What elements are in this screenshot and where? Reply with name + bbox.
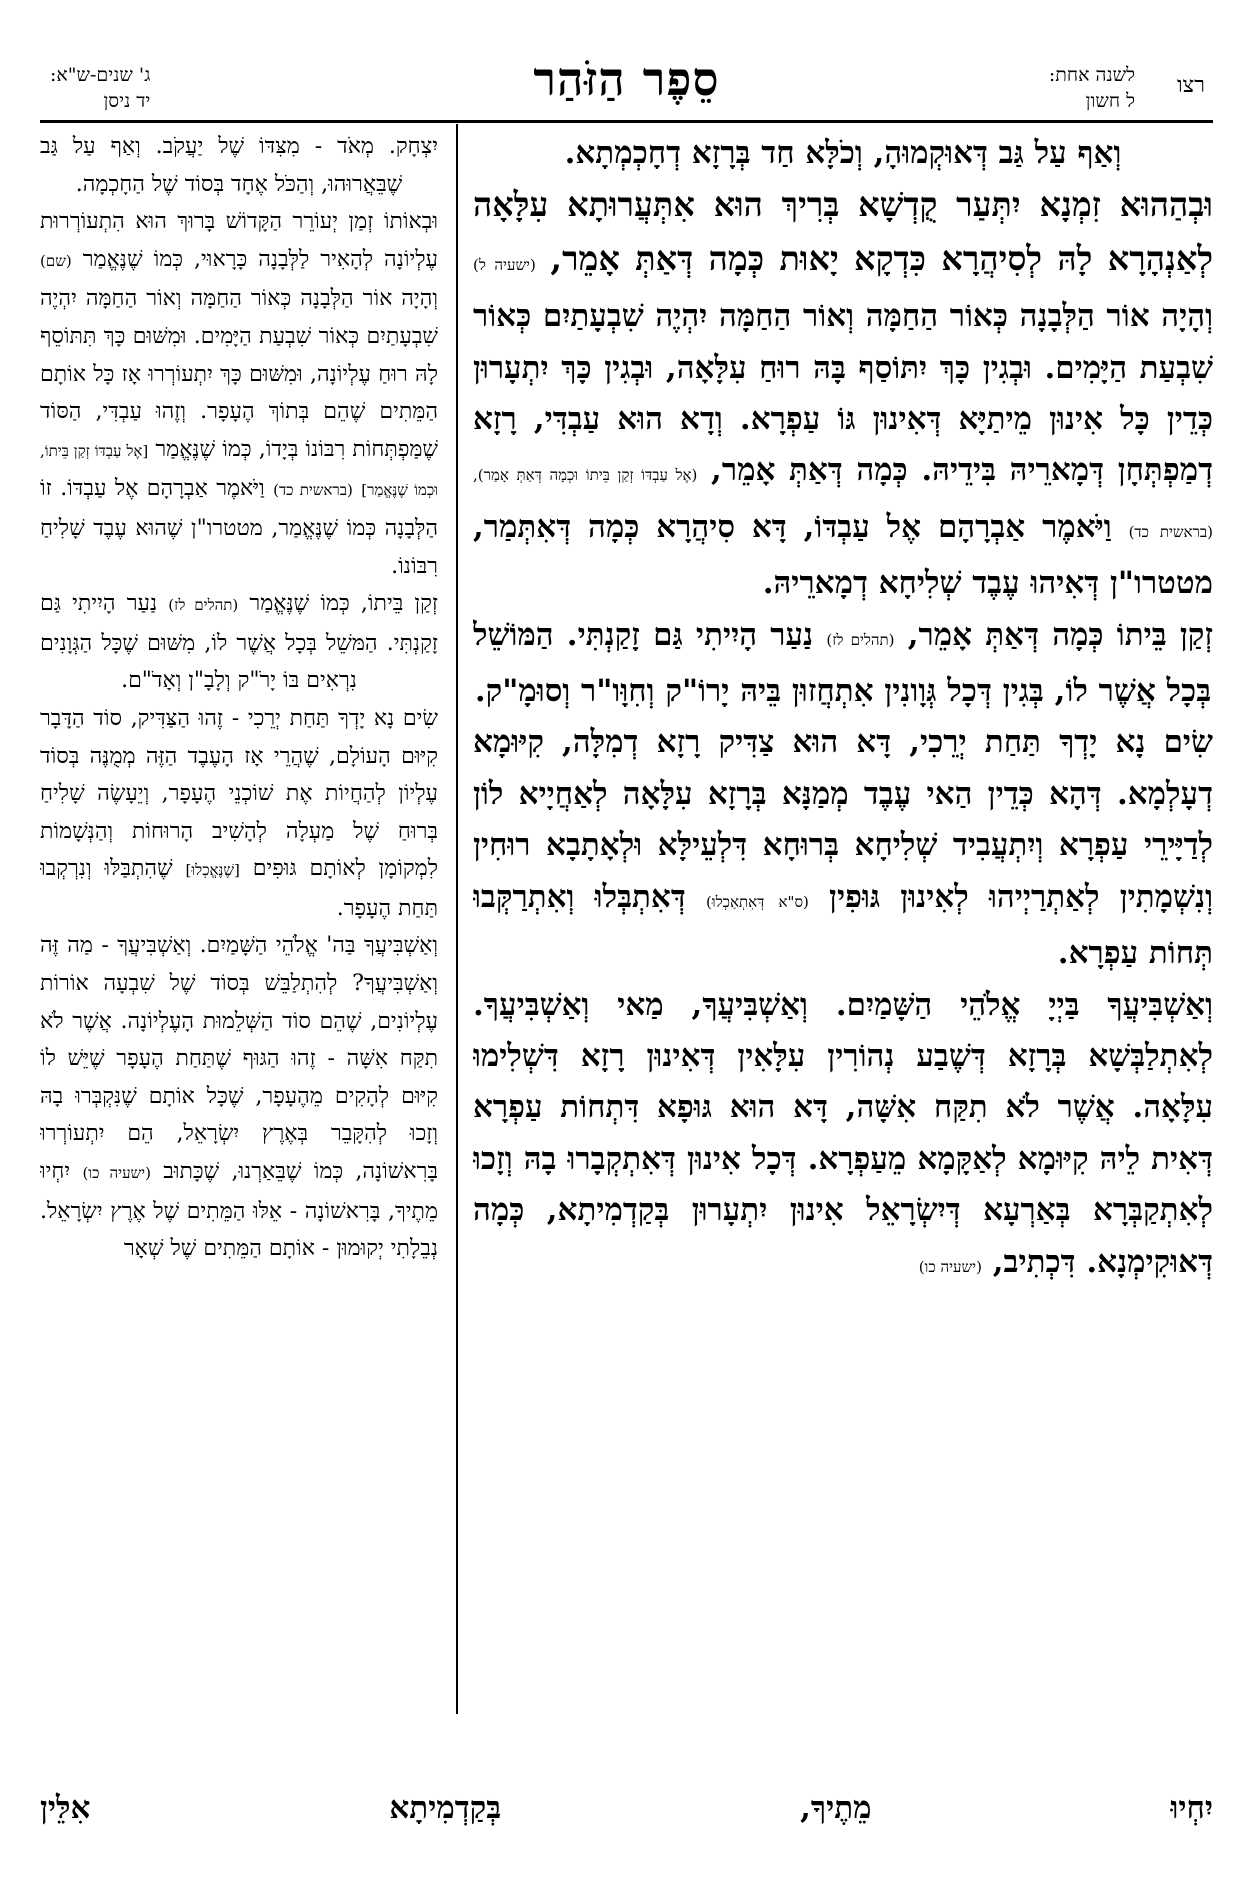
source-reference: (ישעיה כו) (82, 1164, 151, 1183)
header-rule (40, 120, 1213, 123)
page-header (40, 52, 1213, 122)
translation-paragraph-1 (40, 128, 438, 203)
translation-paragraph-4 (40, 700, 438, 928)
main-text: שִׂים נָא יָדְךָ תַּחַת יְרֵכִי, דָּא הוּא צַדִּיק רָזָא דְמִלָּה, קִיּוּמָא דְעָלְמָא. דְּהָא כְּדֵין הַאי עֶבֶד מְמַנָּא בְּרָזָא עִלָּאָה לְאַחֲיָיא לוֹן לְדַיָּירֵי עַפְרָא וְיִתְעֲבִיד שְׁלִיחָא בְּרוּחָא דִּלְעֵילָּא וּלְאָתָבָא רוּחִין וְנִשְׁמָתִין לְאַתְרַיְיהוּ לְאִינוּן גּוּפִין (473, 724, 1213, 915)
schedule-three-years-date: יד ניסן (103, 90, 151, 112)
aramaic-text-column (473, 128, 1213, 1838)
source-reference: (ישעיה ל) (473, 255, 536, 274)
full-width-bottom-line: יִחְיוּ מֵתֶיךָ, בְּקַדְמִיתָא אִלֵּין (40, 1790, 1213, 1826)
translation-text: וְאַשְׁבִּיעֲךָ בַּה' אֱלֹהֵי הַשָּׁמַיִם. וְאַשְׁבִּיעֲךָ - מַה זֶּה וְאַשְׁבִּיעֲךָ? לְהִתְלַבֵּשׁ בְּסוֹד שֶׁל שִׁבְעָה אוֹרוֹת עֶלְיוֹנִים, שֶׁהֵם סוֹד הַשְּׁלֵמוּת הָעֶלְיוֹנָה. אֲשֶׁר לֹא תִקַּח אִשָּׁה - זֶהוּ הַגּוּף שֶׁתַּחַת הֶעָפָר שֶׁיֵּשׁ לוֹ קִיּוּם לְהָקִים מֵהֶעָפָר, שֶׁכָּל אוֹתָם שֶׁנִּקְבְּרוּ בָהּ וְזָכוּ לְהִקָּבֵר בְּאֶרֶץ יִשְׂרָאֵל, הֵם יִתְעוֹרְרוּ בָּרִאשׁוֹנָה, כְּמוֹ שֶׁבֵּאַרְנוּ, שֶׁכָּתוּב (40, 933, 438, 1185)
main-text: וְאַשְׁבִּיעֲךָ בַּיְיָ אֱלֹהֵי הַשָּׁמַיִם. וְאַשְׁבִּיעֲךָ, מַאי וְאַשְׁבִּיעֲךָ. לְאִתְלַבְּשָׁא בְּרָזָא דְּשֶׁבַע נְהוֹרִין עִלָּאִין דְּאִינוּן רָזָא דִּשְׁלִימוּ עִלָּאָה. אֲשֶׁר לֹא תִקַּח אִשָּׁה, דָּא הוּא גּוּפָא דִּתְחוֹת עַפְרָא דְּאִית לֵיהּ קִיּוּמָא לְאַקָּמָא מֵעַפְרָא. דְּכָל אִינוּן דְּאִתְקְבָרוּ בָהּ וְזָכוּ לְאִתְקַבְּרָא בְּאַרְעָא דְּיִשְׂרָאֵל אִינוּן יִתְעָרוּן בְּקַדְמִיתָא, כְּמָה דְּאוּקִימְנָא. דִּכְתִיב, (473, 986, 1213, 1280)
main-paragraph-2 (473, 179, 1213, 609)
main-text: דְּאִתְבְּלוּ וְאִתְרַקְּבוּ תְּחוֹת עַפְרָא. (473, 878, 1213, 972)
translation-text: יִחְיוּ מֵתֶיךָ, בָּרִאשׁוֹנָה - אֵלּוּ הַמֵּתִים שֶׁל אֶרֶץ יִשְׂרָאֵל. נְבֵלָתִי יְקוּמוּן - אוֹתָם הַמֵּתִים שֶׁל שְׁאָר (40, 1159, 438, 1262)
main-paragraph-1 (473, 128, 1213, 179)
translation-paragraph-2 (40, 203, 438, 585)
schedule-three-years (50, 62, 150, 114)
main-text: זְקַן בֵּיתוֹ כְּמָה דְּאַתְּ אָמֵר, (907, 616, 1213, 653)
main-text: וְהָיָה אוֹר הַלְּבָנָה כְּאוֹר הַחַמָּה וְאוֹר הַחַמָּה יִהְיֶה שִׁבְעָתַיִם כְּאוֹר שִׁבְעַת הַיָּמִים. וּבְגִין כָּךְ יִתּוֹסַף בָּהּ רוּחַ עִלָּאָה, וּבְגִין כָּךְ יִתְעָרוּן כְּדֵין כָּל אִינוּן מֵיתַיָּא דְּאִינוּן גּוֹ עַפְרָא. וְדָא הוּא עַבְדִּי, רָזָא דְמַפְתְּחָן דְּמָארֵיהּ בִּידֵיהּ. כְּמָה דְּאַתְּ אָמֵר, (473, 298, 1213, 489)
source-reference: [שֶׁנֶּאֱכְלוּ] (185, 861, 240, 880)
translation-text: וְהָיָה אוֹר הַלְּבָנָה כְּאוֹר הַחַמָּה וְאוֹר הַחַמָּה יִהְיֶה שִׁבְעָתַיִם כְּאוֹר שִׁבְעַת הַיָּמִים. וּמִשּׁוּם כָּךְ תִּתּוֹסֵף לָהּ רוּחַ עֶלְיוֹנָה, וּמִשּׁוּם כָּךְ יִתְעוֹרְרוּ אָז כָּל אוֹתָם הַמֵּתִים שֶׁהֵם בְּתוֹךְ הֶעָפָר. וְזֶהוּ עַבְדִּי, הַסּוֹד שֶׁמַּפְתְּחוֹת רִבּוֹנוֹ בְּיָדוֹ, כְּמוֹ שֶׁנֶּאֱמַר (40, 286, 438, 462)
source-reference: (תהלים לז) (168, 596, 239, 615)
translation-text: יִצְחָק. מְאֹד - מִצִּדּוֹ שֶׁל יַעֲקֹב. וְאַף עַל גַּב שֶׁבֵּאֲרוּהוּ, וְהַכֹּל אֶחָד בְּסוֹד שֶׁל הַחָכְמָה. (40, 134, 438, 197)
translation-paragraph-5 (40, 927, 438, 1267)
translation-paragraph-3 (40, 585, 438, 700)
schedule-three-years-label: ג' שנים-ש"א: (50, 64, 151, 86)
translation-text: שֶׁהִתְבַּלּוּ וְנִרְקְבוּ תַּחַת הֶעָפָר. (40, 856, 438, 921)
source-reference: (בראשית כד) (273, 481, 353, 500)
translation-text: וּבְאוֹתוֹ זְמַן יְעוֹרֵר הַקָּדוֹשׁ בָּרוּךְ הוּא הִתְעוֹרְרוּת עֶלְיוֹנָה לְהָאִיר לַלְּבָנָה כָּרָאוּי, כְּמוֹ שֶׁנֶּאֱמַר (40, 209, 438, 272)
source-reference: (אֶל עַבְדּוֹ זְקַן בֵּיתוֹ וּכְמָה דְּאַתְּ אָמַר), (473, 466, 698, 485)
source-reference: (בראשית כד) (1128, 522, 1213, 541)
schedule-one-year-date: ל חשון (1085, 90, 1135, 112)
main-text: וַיֹּאמֶר אַבְרָהָם אֶל עַבְדּוֹ, דָּא סִיהֲרָא כְּמָה דְּאִתְּמַר, מטטרו"ן דְּאִיהוּ עֶבֶד שְׁלִיחָא דְמָארֵיהּ. (473, 508, 1213, 602)
main-paragraph-3 (473, 610, 1213, 718)
hebrew-translation-column (40, 128, 438, 1838)
translation-text: וַיֹּאמֶר אַבְרָהָם אֶל עַבְדּוֹ. זוֹ הַלְּבָנָה כְּמוֹ שֶׁנֶּאֱמַר, מטטרו"ן שֶׁהוּא עֶבֶד שָׁלִיחַ רִבּוֹנוֹ. (40, 476, 438, 579)
source-reference: (שם) (40, 251, 72, 270)
main-text: וּבְהַהוּא זִמְנָא יִתְּעַר קֻדְשָׁא בְּרִיךְ הוּא אִתְּעֲרוּתָא עִלָּאָה לְאַנְהָרָא לָהּ לְסִיהֲרָא כִּדְקָא יָאוּת כְּמָה דְּאַתְּ אָמֵר, (473, 185, 1213, 278)
main-text: וְאַף עַל גַּב דְּאוּקְמוּהָ, וְכֹלָּא חַד בְּרָזָא דְחָכְמְתָא. (564, 135, 1122, 171)
book-title: סֵפֶר הַזֹּהַר (533, 52, 720, 106)
translation-text: נַעַר הָיִיתִי גַּם זָקַנְתִּי. הַמּשֵׁל בְּכָל אֲשֶׁר לוֹ, מִשּׁוּם שֶׁכָּל הַגְּוָנִים נִרְאִים בּוֹ יָרֹ"ק וְלָבָ"ן וְאָדֹ"ם. (40, 591, 438, 694)
source-reference: (ישעיה כו) (918, 1257, 982, 1276)
source-reference: (ס"א דְּאִתְאַכְלוּ) (705, 892, 809, 911)
page-number: רצו (1177, 73, 1205, 98)
translation-text: זְקַן בֵּיתוֹ, כְּמוֹ שֶׁנֶּאֱמַר (249, 591, 438, 617)
column-divider (456, 124, 458, 1714)
source-reference: (תהלים לז) (826, 630, 895, 649)
schedule-one-year-label: לשנה אחת: (1048, 64, 1135, 86)
translation-text: שִׂים נָא יָדְךָ תַּחַת יְרֵכִי - זֶהוּ הַצַּדִּיק, סוֹד הַדָּבָר קִיּוּם הָעוֹלָם, שֶׁהֲרֵי אָז הָעֶבֶד הַזֶּה מְמֻנֶּה בְּסוֹד עֶלְיוֹן לְהַחֲיוֹת אֶת שׁוֹכְנֵי הֶעָפָר, וְיֵעָשֶׂה שָׁלִיחַ בְּרוּחַ שֶׁל מַעְלָה לְהָשִׁיב הָרוּחוֹת וְהַנְּשָׁמוֹת לִמְקוֹמָן לְאוֹתָם גּוּפִים (40, 705, 438, 882)
main-paragraph-5 (473, 980, 1213, 1293)
main-paragraph-4 (473, 717, 1213, 979)
source-reference: [אֶל עַבְדּוֹ זְקַן בֵּיתוֹ, וּכְמוֹ שֶׁנֶּאֱמַר] (40, 441, 438, 500)
main-text: נַעַר הָיִיתִי גַּם זָקַנְתִּי. הַמּוֹשֵׁל בְּכָל אֲשֶׁר לוֹ, בְּגִין דְּכָל גְּוָונִין אִתְחֲזוּן בֵּיהּ יָרוֹ"ק וְחִוָּו"ר וְסוּמָ"ק. (473, 616, 1212, 710)
